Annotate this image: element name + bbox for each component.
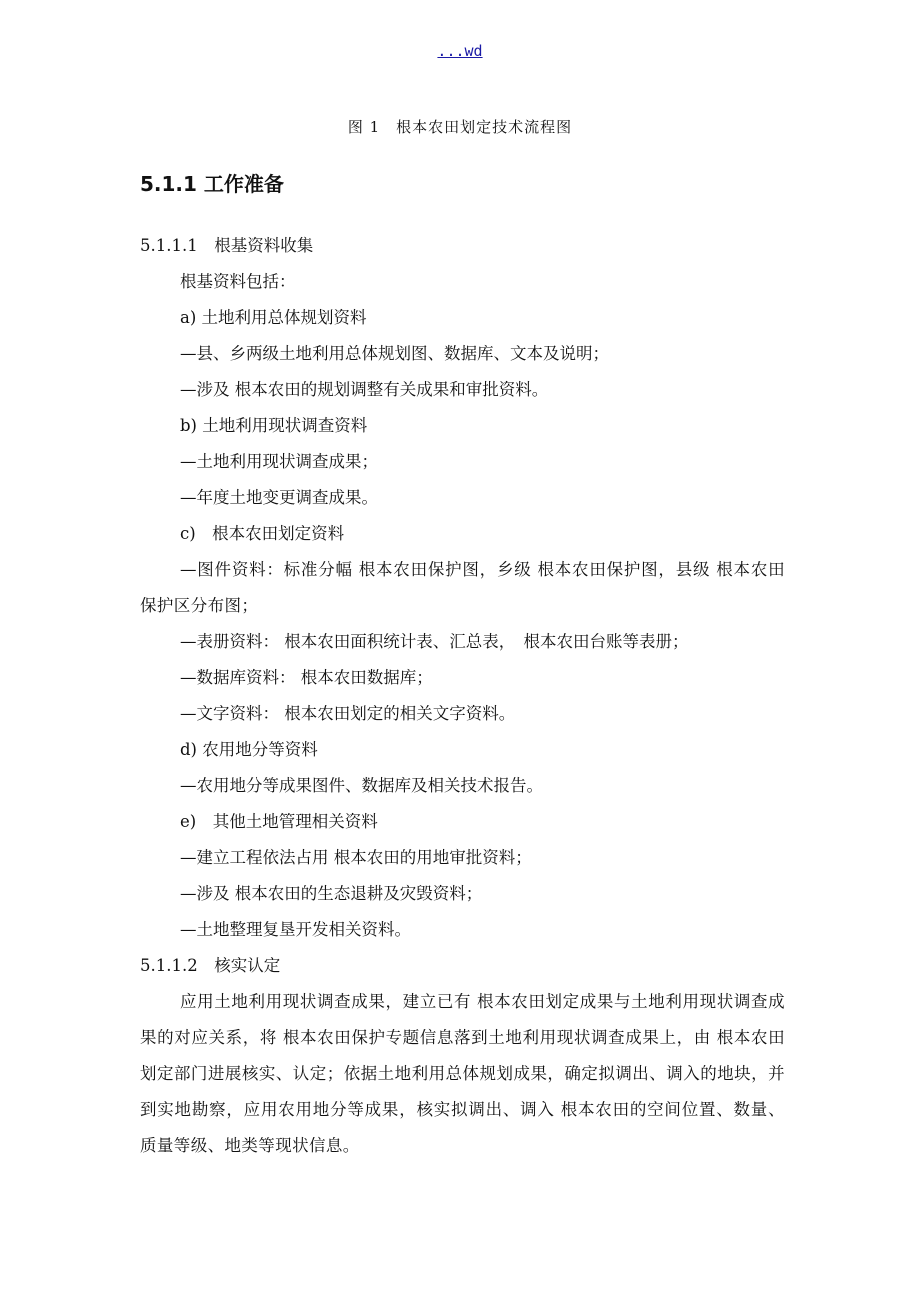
list-item: c) 根本农田划定资料 bbox=[180, 524, 345, 543]
section-heading: 5.1.1 工作准备 bbox=[140, 172, 284, 196]
list-item: —涉及 根本农田的生态退耕及灾毁资料； bbox=[180, 884, 483, 903]
figure-caption: 图 1 根本农田划定技术流程图 bbox=[347, 118, 573, 136]
list-item: —涉及 根本农田的规划调整有关成果和审批资料。 bbox=[180, 380, 549, 399]
list-item: —土地利用现状调查成果； bbox=[180, 452, 378, 471]
list-item: —农用地分等成果图件、数据库及相关技术报告。 bbox=[180, 776, 543, 795]
subsection-heading: 5.1.1.2 核实认定 bbox=[140, 956, 281, 975]
list-item: —土地整理复垦开发相关资料。 bbox=[180, 920, 411, 939]
body-paragraph: 应用土地利用现状调查成果，建立已有 根本农田划定成果与土地利用现状调查成果的对应关系，将 根本农田保护专题信息落到土地利用现状调查成果上，由 根本农田划定部门进展核实、认定；依据土地利用总体规划成果，确定拟调出、调入的地块，并到实地勘察，应用农用地分等成果，核实拟调出、调入 根本农田的空间位置、数量、质量等级、地类等现状信息。 bbox=[140, 992, 785, 1155]
list-item: —表册资料： 根本农田面积统计表、汇总表， 根本农田台账等表册； bbox=[180, 632, 689, 651]
list-item: —图件资料：标准分幅 根本农田保护图，乡级 根本农田保护图，县级 根本农田保护区分布图； bbox=[140, 560, 785, 615]
list-item: —年度土地变更调查成果。 bbox=[180, 488, 378, 507]
list-item: —数据库资料： 根本农田数据库； bbox=[180, 668, 433, 687]
header-link[interactable]: ...wd bbox=[437, 42, 483, 60]
list-item: —建立工程依法占用 根本农田的用地审批资料； bbox=[180, 848, 532, 867]
list-item: d) 农用地分等资料 bbox=[180, 740, 318, 759]
list-item: 根基资料包括： bbox=[180, 272, 296, 291]
list-item: a) 土地利用总体规划资料 bbox=[180, 308, 367, 327]
list-item: e) 其他土地管理相关资料 bbox=[180, 812, 378, 831]
list-item: b) 土地利用现状调查资料 bbox=[180, 416, 368, 435]
list-item: —文字资料： 根本农田划定的相关文字资料。 bbox=[180, 704, 516, 723]
list-item: —县、乡两级土地利用总体规划图、数据库、文本及说明； bbox=[180, 344, 609, 363]
document-body bbox=[140, 228, 785, 1164]
subsection-heading: 5.1.1.1 根基资料收集 bbox=[140, 236, 314, 255]
